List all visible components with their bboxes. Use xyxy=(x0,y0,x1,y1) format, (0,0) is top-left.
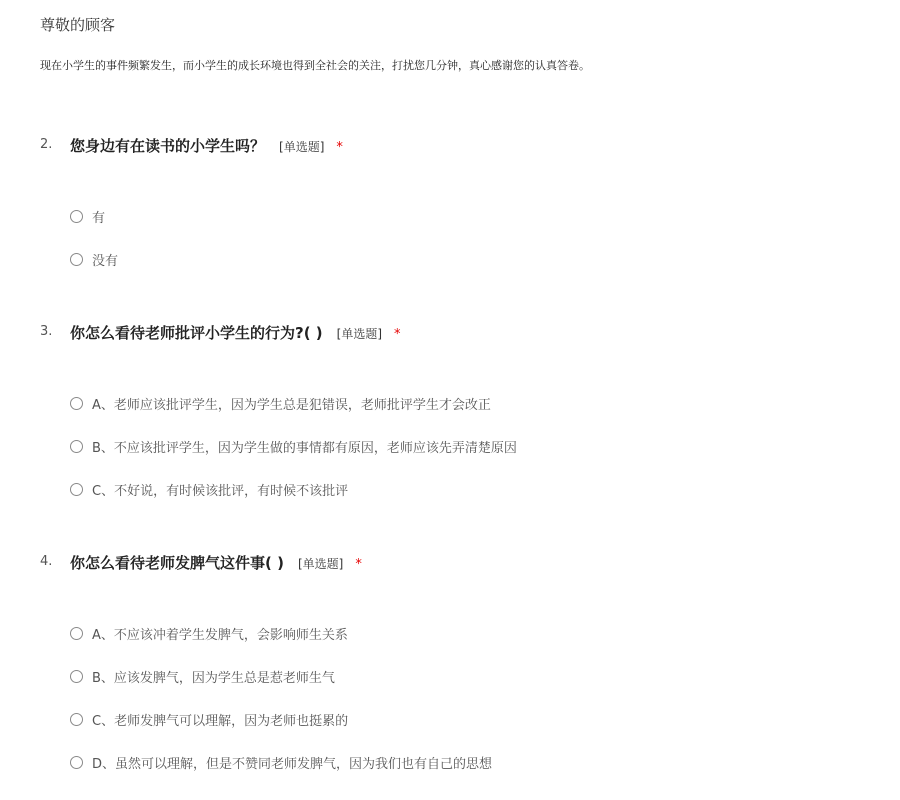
option-label: A、老师应该批评学生，因为学生总是犯错误，老师批评学生才会改正 xyxy=(92,397,491,413)
required-mark: * xyxy=(336,140,343,155)
radio-button[interactable] xyxy=(70,397,83,410)
option-q3-a[interactable] xyxy=(70,393,491,413)
option-q2-a[interactable] xyxy=(70,206,105,226)
option-q4-b[interactable] xyxy=(70,666,335,686)
question-type-label: [单选题] xyxy=(279,140,325,154)
question-title: 您身边有在读书的小学生吗？ xyxy=(70,137,266,155)
option-label: A、不应该冲着学生发脾气，会影响师生关系 xyxy=(92,627,348,643)
question-2 xyxy=(0,135,900,159)
question-type-label: [单选题] xyxy=(336,327,383,341)
question-title-row xyxy=(0,135,900,159)
question-title-row xyxy=(0,552,900,576)
option-label: D、虽然可以理解，但是不赞同老师发脾气，因为我们也有自己的思想 xyxy=(92,756,493,772)
option-q2-b[interactable] xyxy=(70,249,118,269)
option-q4-a[interactable] xyxy=(70,623,348,643)
required-mark: * xyxy=(394,327,401,342)
option-label: C、不好说，有时候该批评，有时候不该批评 xyxy=(92,483,349,499)
question-title-row xyxy=(0,322,900,346)
question-number: 3. xyxy=(40,324,53,339)
option-q3-c[interactable] xyxy=(70,479,348,499)
radio-button[interactable] xyxy=(70,253,83,266)
question-title: 你怎么看待老师发脾气这件事( ) xyxy=(70,554,284,572)
question-4 xyxy=(0,552,900,576)
question-number: 2. xyxy=(40,137,53,152)
question-title: 你怎么看待老师批评小学生的行为?( ) xyxy=(70,324,323,342)
option-label: B、应该发脾气，因为学生总是惹老师生气 xyxy=(92,670,335,686)
question-type-label: [单选题] xyxy=(297,557,344,571)
option-q3-b[interactable] xyxy=(70,436,517,456)
survey-greeting: 尊敬的顾客 xyxy=(40,16,116,34)
radio-button[interactable] xyxy=(70,627,83,640)
option-label: 有 xyxy=(92,210,106,226)
required-mark: * xyxy=(355,557,362,572)
question-text xyxy=(70,135,343,156)
radio-button[interactable] xyxy=(70,670,83,683)
option-label: C、老师发脾气可以理解，因为老师也挺累的 xyxy=(92,713,349,729)
radio-button[interactable] xyxy=(70,756,83,769)
option-q4-d[interactable] xyxy=(70,752,492,772)
option-label: B、不应该批评学生，因为学生做的事情都有原因，老师应该先弄清楚原因 xyxy=(92,440,517,456)
radio-button[interactable] xyxy=(70,713,83,726)
question-number: 4. xyxy=(40,554,53,569)
option-q4-c[interactable] xyxy=(70,709,348,729)
question-text xyxy=(70,552,362,573)
option-label: 没有 xyxy=(92,253,119,269)
radio-button[interactable] xyxy=(70,483,83,496)
question-text xyxy=(70,322,401,343)
radio-button[interactable] xyxy=(70,210,83,223)
radio-button[interactable] xyxy=(70,440,83,453)
survey-intro: 现在小学生的事件频繁发生，而小学生的成长环境也得到全社会的关注，打扰您几分钟，真心感谢您的认真答卷。 xyxy=(40,59,590,72)
question-3 xyxy=(0,322,900,346)
